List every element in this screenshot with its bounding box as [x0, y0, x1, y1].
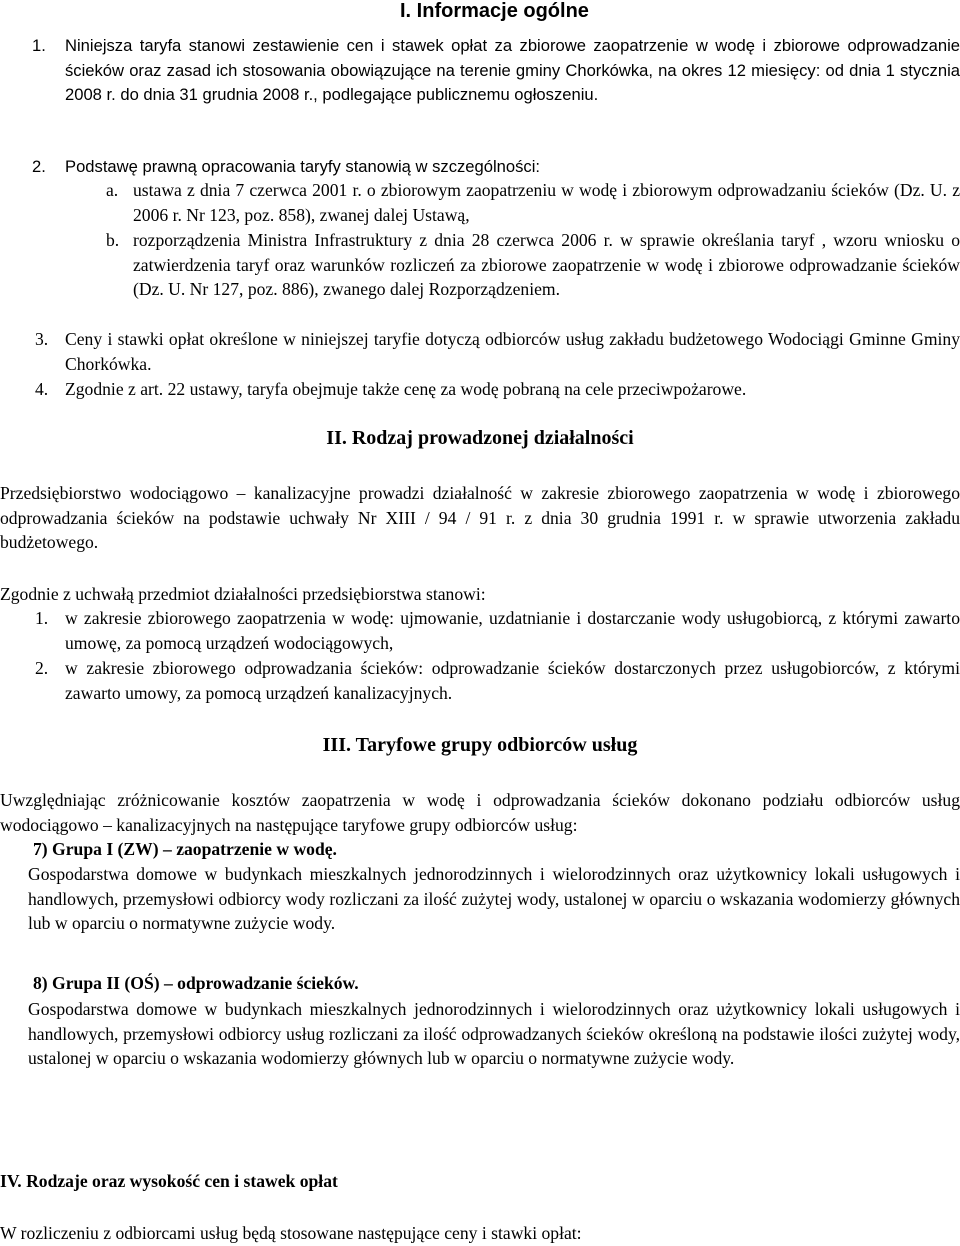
item-text: w zakresie zbiorowego odprowadzania ścieków: odprowadzanie ścieków dostarczonych przez usługobiorców, z którymi zawarto umowy, za pomocą urządzeń kanalizacyjnych.: [65, 658, 960, 703]
item-number: 2.: [35, 658, 49, 678]
group-1-heading: 7) Grupa I (ZW) – zaopatrzenie w wodę.: [33, 839, 337, 859]
item-text: Podstawę prawną opracowania taryfy stanowią w szczególności:: [65, 157, 541, 176]
item-number: 1.: [32, 36, 46, 55]
section-2-paragraph-1: Przedsiębiorstwo wodociągowo – kanalizacyjne prowadzi działalność w zakresie zbiorowego zaopatrzenia w wodę i zbiorowego odprowadzania ścieków na podstawie uchwały Nr XIII / 94 / 91 r. z dnia 30 grudnia 1991 r. w sprawie utworzenia zakładu budżetowego.: [0, 483, 960, 553]
item-text: rozporządzenia Ministra Infrastruktury z dnia 28 czerwca 2006 r. w sprawie określania taryf , wzoru wniosku o zatwierdzenia taryf oraz warunków rozliczeń za zbiorowe zaopatrzenie w wodę i zbiorowe odprowadzanie ścieków (Dz. U. Nr 127, poz. 886), zwanego dalej Rozporządzeniem.: [133, 230, 960, 300]
item-number: 4.: [35, 379, 49, 399]
item-text: w zakresie zbiorowego zaopatrzenia w wodę: ujmowanie, uzdatnianie i dostarczanie wody usługobiorcą, z którymi zawarto umowę, za pomocą urządzeń wodociągowych,: [65, 608, 960, 653]
section-3-intro: Uwzględniając zróżnicowanie kosztów zaopatrzenia w wodę i odprowadzania ścieków dokonano podziału odbiorców usług wodociągowo – kanalizacyjnych na następujące taryfowe grupy odbiorców usług:: [0, 790, 960, 835]
section-2-paragraph-2: Zgodnie z uchwałą przedmiot działalności przedsiębiorstwa stanowi:: [0, 584, 486, 604]
section-3-title: III. Taryfowe grupy odbiorców usług: [322, 734, 638, 756]
section-4-intro: W rozliczeniu z odbiorcami usług będą stosowane następujące ceny i stawki opłat:: [0, 1223, 582, 1243]
item-number: 3.: [35, 329, 49, 349]
item-text: ustawa z dnia 7 czerwca 2001 r. o zbiorowym zaopatrzeniu w wodę i zbiorowym odprowadzaniu ścieków (Dz. U. z 2006 r. Nr 123, poz. 858), zwanej dalej Ustawą,: [133, 180, 960, 225]
item-letter: a.: [106, 180, 119, 200]
group-2-heading: 8) Grupa II (OŚ) – odprowadzanie ścieków.: [33, 973, 359, 993]
item-letter: b.: [106, 230, 120, 250]
group-2-text: Gospodarstwa domowe w budynkach mieszkalnych jednorodzinnych i wielorodzinnych oraz użytkownicy lokali usługowych i handlowych, przemysłowi odbiorcy usług rozliczani za ilość odprowadzanych ścieków określoną na podstawie ilości zużytej wody, ustalonej w oparciu o wskazania wodomierzy głównych lub w oparciu o normatywne zużycie wody.: [28, 999, 960, 1069]
section-1-title: I. Informacje ogólne: [400, 0, 589, 22]
item-number: 2.: [32, 157, 46, 176]
section-2-title: II. Rodzaj prowadzonej działalności: [326, 427, 634, 449]
item-number: 1.: [35, 608, 49, 628]
group-1-text: Gospodarstwa domowe w budynkach mieszkalnych jednorodzinnych i wielorodzinnych oraz użytkownicy lokali usługowych i handlowych, przemysłowi odbiorcy wody rozliczani za ilość zużytej wody, ustalonej w oparciu o wskazania wodomierzy głównych lub w oparciu o normatywne zużycie wody.: [28, 864, 960, 934]
section-4-title: IV. Rodzaje oraz wysokość cen i stawek opłat: [0, 1171, 338, 1191]
item-text: Ceny i stawki opłat określone w niniejszej taryfie dotyczą odbiorców usług zakładu budżetowego Wodociągi Gminne Gminy Chorkówka.: [65, 329, 960, 374]
item-text: Niniejsza taryfa stanowi zestawienie cen i stawek opłat za zbiorowe zaopatrzenie w wodę i zbiorowe odprowadzanie ścieków oraz zasad ich stosowania obowiązujące na terenie gminy Chorkówka, na okres 12 miesięcy: od dnia 1 stycznia 2008 r. do dnia 31 grudnia 2008 r., podlegające publicznemu ogłoszeniu.: [65, 36, 960, 105]
item-text: Zgodnie z art. 22 ustawy, taryfa obejmuje także cenę za wodę pobraną na cele przeciwpożarowe.: [65, 379, 747, 399]
